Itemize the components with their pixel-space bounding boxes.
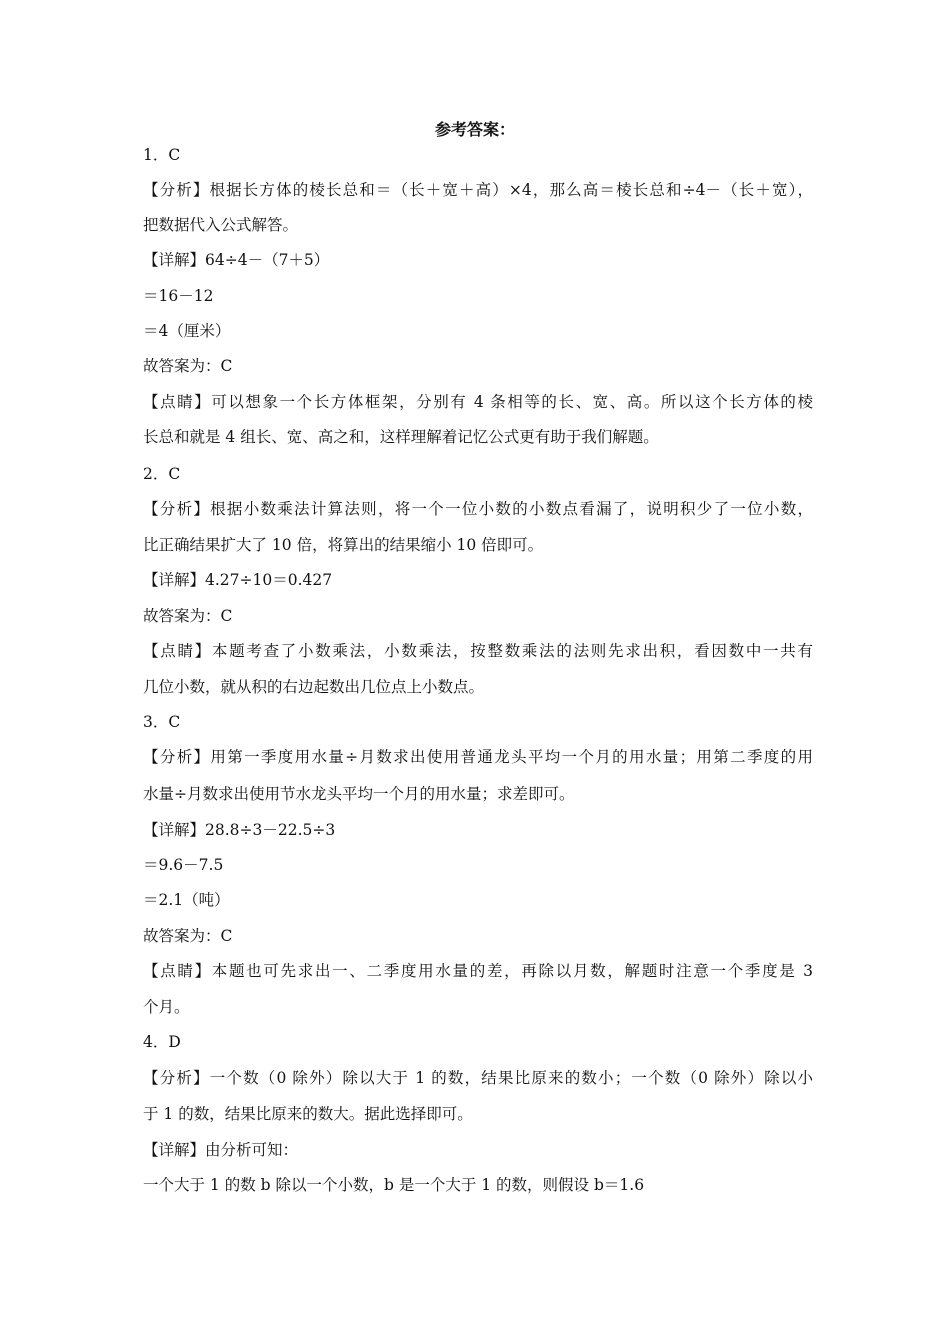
q3-detail-line3: ＝2.1（吨） xyxy=(143,891,230,909)
q4-detail-line2: 一个大于 1 的数 b 除以一个小数，b 是一个大于 1 的数，则假设 b＝1.6 xyxy=(143,1176,645,1194)
q1-analysis-line2: 把数据代入公式解答。 xyxy=(143,216,299,234)
q2-comment-line1: 【点睛】本题考查了小数乘法，小数乘法，按整数乘法的法则先求出积，看因数中一共有 xyxy=(143,642,813,660)
q4-analysis-line2: 于 1 的数，结果比原来的数大。据此选择即可。 xyxy=(143,1105,473,1123)
q3-analysis-line2: 水量÷月数求出使用节水龙头平均一个月的用水量；求差即可。 xyxy=(143,785,575,803)
q2-number: 2．C xyxy=(143,465,181,483)
q2-analysis-line1: 【分析】根据小数乘法计算法则，将一个一位小数的小数点看漏了，说明积少了一位小数， xyxy=(143,500,813,518)
q1-answer: 故答案为：C xyxy=(143,357,233,375)
q2-detail-line1: 【详解】4.27÷10＝0.427 xyxy=(143,571,333,589)
q1-comment-line2: 长总和就是 4 组长、宽、高之和，这样理解着记忆公式更有助于我们解题。 xyxy=(143,428,659,446)
q3-comment-line1: 【点睛】本题也可先求出一、二季度用水量的差，再除以月数，解题时注意一个季度是 3 xyxy=(143,962,813,980)
q1-detail-line3: ＝4（厘米） xyxy=(143,322,231,340)
q2-answer: 故答案为：C xyxy=(143,607,233,625)
q1-detail-line1: 【详解】64÷4－（7＋5） xyxy=(143,251,330,269)
q3-number: 3．C xyxy=(143,713,181,731)
q3-answer: 故答案为：C xyxy=(143,927,233,945)
q1-comment-line1: 【点睛】可以想象一个长方体框架，分别有 4 条相等的长、宽、高。所以这个长方体的棱 xyxy=(143,393,813,411)
q3-detail-line2: ＝9.6－7.5 xyxy=(143,856,224,874)
q2-comment-line2: 几位小数，就从积的右边起数出几位点上小数点。 xyxy=(143,678,485,696)
q2-analysis-line2: 比正确结果扩大了 10 倍，将算出的结果缩小 10 倍即可。 xyxy=(143,536,544,554)
q1-analysis-line1: 【分析】根据长方体的棱长总和＝（长＋宽＋高）×4，那么高＝棱长总和÷4－（长＋宽）， xyxy=(143,181,813,199)
q1-number: 1．C xyxy=(143,146,181,164)
q1-detail-line2: ＝16－12 xyxy=(143,287,214,305)
q3-comment-line2: 个月。 xyxy=(143,998,190,1016)
q4-number: 4．D xyxy=(143,1033,181,1051)
q3-detail-line1: 【详解】28.8÷3－22.5÷3 xyxy=(143,821,336,839)
q4-detail-line1: 【详解】由分析可知： xyxy=(143,1141,299,1159)
q3-analysis-line1: 【分析】用第一季度用水量÷月数求出使用普通龙头平均一个月的用水量；用第二季度的用 xyxy=(143,748,813,766)
q4-analysis-line1: 【分析】一个数（0 除外）除以大于 1 的数，结果比原来的数小；一个数（0 除外）除以小 xyxy=(143,1069,813,1087)
page-title: 参考答案： xyxy=(434,120,515,139)
